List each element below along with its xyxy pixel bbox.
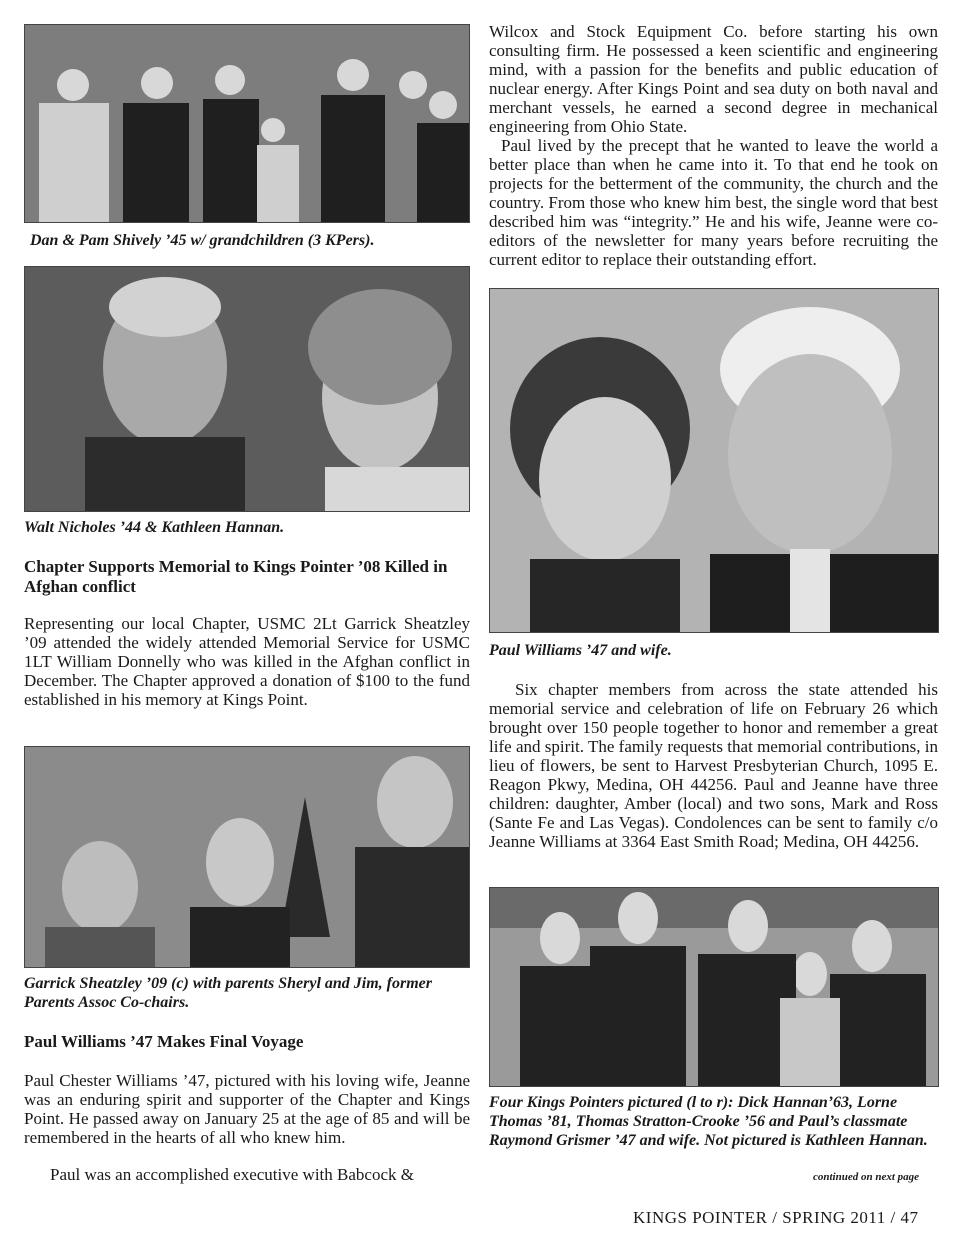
article-williams-heading: Paul Williams ’47 Makes Final Voyage xyxy=(24,1032,304,1051)
continued-note: continued on next page xyxy=(813,1171,920,1183)
photo-four-kings-pointers xyxy=(489,887,939,1087)
article-williams-integrity: Paul lived by the precept that he wanted to leave the world a better place than when he came into it. To that end he took on projects for the betterment of the community, the church and the country. From those who knew him best, the single word that best described him was “integrity.” He and his wife, Jeanne were co-editors of the newsletter for many years before recruiting the current editor to replace their outstanding effort. xyxy=(489,136,938,269)
article-memorial-heading: Chapter Supports Memorial to Kings Pointer ’08 Killed in Afghan conflict xyxy=(24,557,448,596)
photo-williams-and-wife xyxy=(489,288,939,633)
photo-shively-caption: Dan & Pam Shively ’45 w/ grandchildren (3 KPers). xyxy=(30,232,375,249)
article-williams-continued: Wilcox and Stock Equipment Co. before starting his own consulting firm. He possessed a keen scientific and engineering mind, with a passion for the benefits and public education of nuclear energy. After Kings Point and sea duty on both naval and merchant vessels, he earned a second degree in mechanical engineering from Ohio State. xyxy=(489,22,938,136)
article-williams-para1: Paul Chester Williams ’47, pictured with his loving wife, Jeanne was an enduring spirit and supporter of the Chapter and Kings Point. He passed away on January 25 at the age of 85 and will be remembered in the hearts of all who knew him. xyxy=(24,1071,470,1147)
photo-nicholes-caption: Walt Nicholes ’44 & Kathleen Hannan. xyxy=(24,519,285,536)
article-williams-para2-start: Paul was an accomplished executive with Babcock & xyxy=(50,1165,414,1184)
photo-shively-grandchildren xyxy=(24,24,470,223)
page-footer: KINGS POINTER / SPRING 2011 / 47 xyxy=(633,1208,919,1227)
photo-williams-caption: Paul Williams ’47 and wife. xyxy=(489,642,672,659)
photo-sheatzley-caption: Garrick Sheatzley ’09 (c) with parents Sheryl and Jim, former Parents Assoc Co-chairs. xyxy=(24,975,433,1011)
photo-nicholes-hannan xyxy=(24,266,470,512)
photo-four-kings-pointers-caption: Four Kings Pointers pictured (l to r): Dick Hannan’63, Lorne Thomas ’81, Thomas Stratton-Crooke ’56 and Paul’s classmate Raymond Grismer ’47 and wife. Not pictured is Kathleen Hannan. xyxy=(489,1094,928,1149)
article-williams-memorial: Six chapter members from across the state attended his memorial service and celebration of life on February 26 which brought over 150 people together to honor and remember a great life and spirit. The family requests that memorial contributions, in lieu of flowers, be sent to Harvest Presbyterian Church, 1095 E. Reagon Pkwy, Medina, OH 44256. Paul and Jeanne have three children: daughter, Amber (local) and two sons, Mark and Ross (Sante Fe and Las Vegas). Condolences can be sent to family c/o Jeanne Williams at 3364 East Smith Road; Medina, OH 44256. xyxy=(489,680,938,851)
article-memorial-body: Representing our local Chapter, USMC 2Lt Garrick Sheatzley ’09 attended the widely attended Memorial Service for USMC 1LT William Donnelly who was killed in the Afghan conflict in December. The Chapter approved a donation of $100 to the fund established in his memory at Kings Point. xyxy=(24,614,470,709)
photo-sheatzley-family xyxy=(24,746,470,968)
